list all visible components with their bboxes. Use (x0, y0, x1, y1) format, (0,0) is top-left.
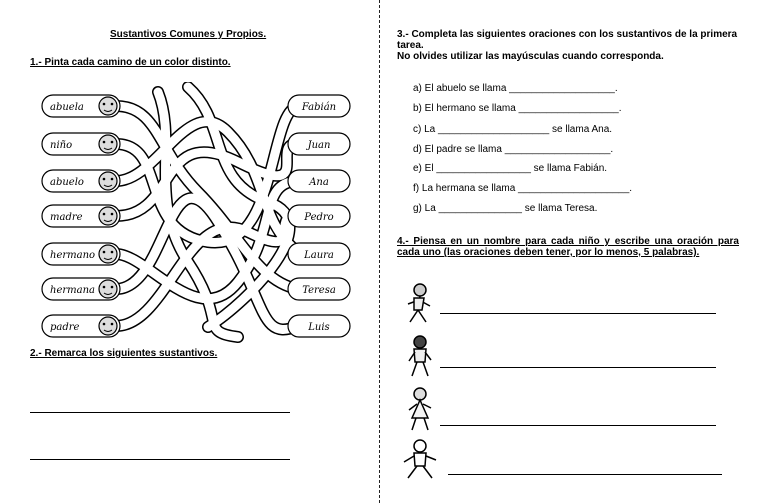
exercise-2-heading: 2.- Remarca los siguientes sustantivos. (30, 348, 218, 359)
man-face-icon (99, 317, 117, 335)
left-label-text: hermano (50, 250, 96, 261)
right-label-text: Pedro (304, 212, 334, 223)
sentence-c: c) La ____________________ se llama Ana. (413, 124, 613, 135)
exercise-3-heading-line1: 3.- Completa las siguientes oraciones con los sustantivos de la primera tarea. (397, 29, 738, 51)
right-label-text: Juan (307, 140, 331, 151)
writing-line[interactable] (440, 425, 716, 426)
right-label-1 (288, 133, 350, 155)
running-child-icon (400, 282, 440, 328)
right-label-text: Teresa (302, 285, 336, 296)
left-label-2 (42, 170, 120, 192)
sentence-e: e) El _________________ se llama Fabián. (413, 163, 608, 174)
elderly-man-face-icon (99, 172, 117, 190)
left-label-text: niño (50, 140, 73, 151)
woman-face-icon (99, 207, 117, 225)
left-label-5 (42, 278, 120, 300)
left-label-0 (42, 95, 120, 117)
writing-line[interactable] (448, 474, 722, 475)
right-label-5 (288, 278, 350, 300)
right-label-0 (288, 95, 350, 117)
girl-walking-icon (400, 386, 440, 432)
sentence-b: b) El hermano se llama __________________. (413, 103, 622, 114)
exercise-3-heading (397, 29, 742, 62)
answer-line[interactable] (30, 459, 290, 460)
left-label-text: madre (50, 212, 83, 223)
right-label-text: Luis (308, 322, 330, 333)
girl-face-icon (99, 280, 117, 298)
writing-line[interactable] (440, 367, 716, 368)
sentence-g: g) La _______________ se llama Teresa. (413, 203, 598, 214)
exercise-3-heading-line2: No olvides utilizar las mayúsculas cuando corresponda. (397, 51, 664, 62)
left-label-3 (42, 205, 120, 227)
worksheet-title: Sustantivos Comunes y Propios. (110, 29, 267, 40)
elderly-woman-face-icon (99, 97, 117, 115)
sentence-d: d) El padre se llama ___________________. (413, 144, 614, 155)
page-divider (379, 0, 380, 503)
boy-face-icon (99, 245, 117, 263)
right-label-2 (288, 170, 350, 192)
walking-child-icon (400, 334, 440, 380)
left-label-text: abuelo (50, 177, 84, 188)
exercise-1-heading: 1.- Pinta cada camino de un color distinto. (30, 57, 231, 68)
left-label-text: padre (50, 322, 80, 333)
left-label-6 (42, 315, 120, 337)
boy-face-icon (99, 135, 117, 153)
right-label-4 (288, 243, 350, 265)
boy-running-icon (400, 438, 440, 484)
left-label-4 (42, 243, 120, 265)
right-label-3 (288, 205, 350, 227)
right-label-6 (288, 315, 350, 337)
left-label-1 (42, 133, 120, 155)
right-label-text: Ana (309, 177, 329, 188)
sentence-a: a) El abuelo se llama ___________________. (413, 83, 618, 94)
answer-line[interactable] (30, 412, 290, 413)
exercise-4-heading: 4.- Piensa en un nombre para cada niño y escribe una oración para cada uno (las oraciones deben tener, por lo menos, 5 palabras). (397, 236, 739, 258)
right-label-text: Laura (304, 250, 334, 261)
left-label-text: abuela (50, 102, 84, 113)
left-label-text: hermana (50, 285, 95, 296)
writing-line[interactable] (440, 313, 716, 314)
right-label-text: Fabián (301, 102, 337, 113)
sentence-f: f) La hermana se llama ____________________. (413, 183, 633, 194)
path-maze (38, 82, 354, 346)
